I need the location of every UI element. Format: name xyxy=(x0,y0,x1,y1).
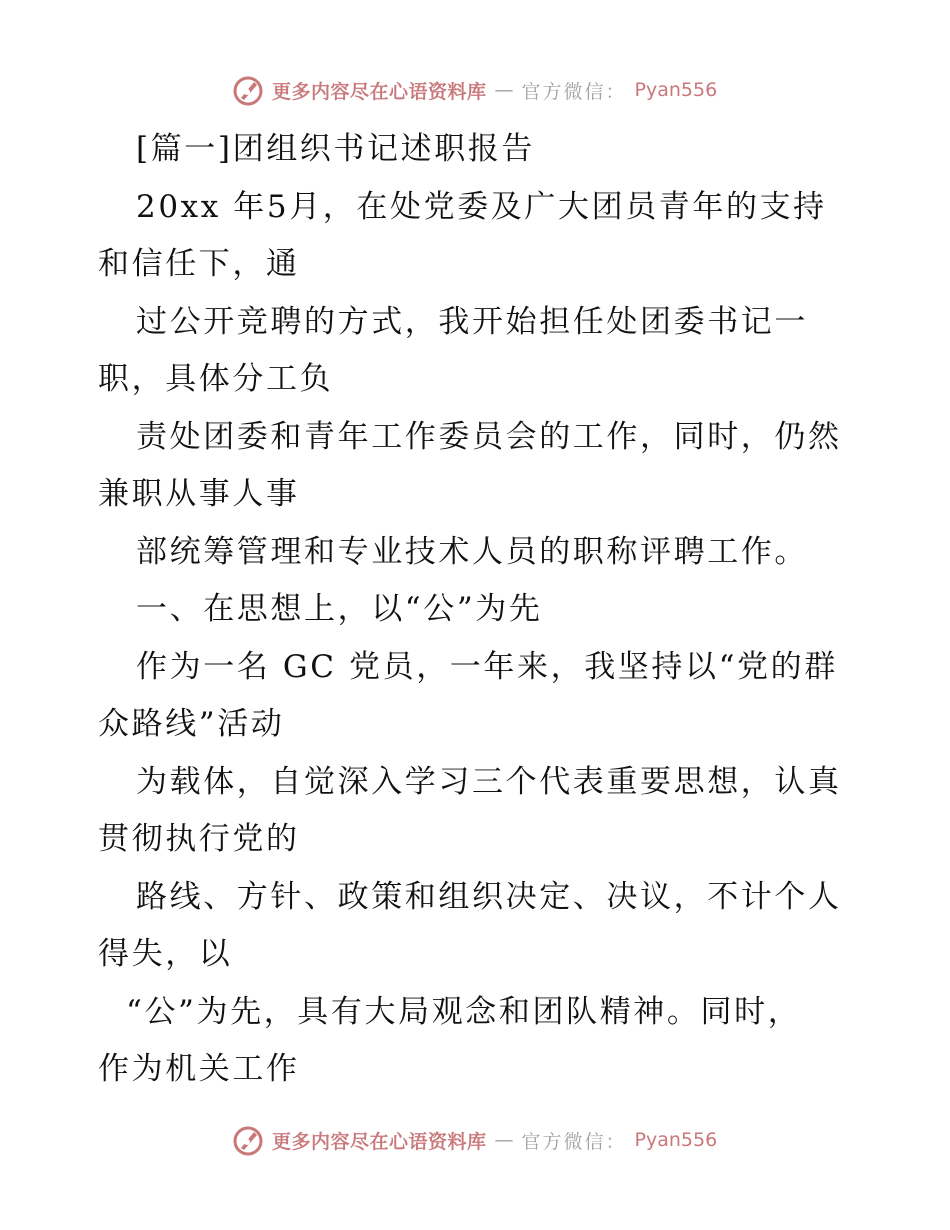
footer-banner xyxy=(232,1120,752,1160)
header-brand: 更多内容尽在心语资料库 xyxy=(272,80,487,103)
header-label: 官方微信： xyxy=(521,80,627,103)
text-line: 20xx 年5月，在处党委及广大团员青年的支持 xyxy=(136,188,827,225)
footer-separator: — xyxy=(494,1129,514,1151)
text-line: 和信任下，通 xyxy=(98,246,300,282)
footer-brand: 更多内容尽在心语资料库 xyxy=(272,1130,487,1153)
text-line: 作为一名 GC 党员，一年来，我坚持以“党的群 xyxy=(136,648,838,685)
header-banner xyxy=(232,70,752,110)
text-line: 责处团委和青年工作委员会的工作，同时，仍然 xyxy=(136,418,842,455)
text-line: 职，具体分工负 xyxy=(98,361,334,397)
text-line: 过公开竞聘的方式，我开始担任处团委书记一 xyxy=(136,303,808,340)
text-line: 作为机关工作 xyxy=(98,1051,300,1087)
text-line: 众路线”活动 xyxy=(98,706,285,742)
text-line: 贯彻执行党的 xyxy=(98,821,300,857)
header-account: Pyan556 xyxy=(634,79,718,101)
section-heading: 一、在思想上，以“公”为先 xyxy=(136,591,543,627)
text-line: 部统筹管理和专业技术人员的职称评聘工作。 xyxy=(136,533,808,570)
pen-seal-icon xyxy=(232,74,264,106)
text-line: 兼职从事人事 xyxy=(98,476,300,512)
footer-account: Pyan556 xyxy=(634,1129,718,1151)
text-line: 为载体，自觉深入学习三个代表重要思想，认真 xyxy=(136,763,842,800)
document-body xyxy=(98,121,858,1099)
text-line: 得失，以 xyxy=(98,936,233,972)
document-title: [篇一]团组织书记述职报告 xyxy=(136,131,535,167)
header-separator: — xyxy=(494,79,514,101)
footer-label: 官方微信： xyxy=(521,1130,627,1153)
pen-seal-icon xyxy=(232,1124,264,1156)
text-line: 路线、方针、政策和组织决定、决议，不计个人 xyxy=(136,878,842,915)
text-line: “公”为先，具有大局观念和团队精神。同时， xyxy=(126,993,802,1030)
